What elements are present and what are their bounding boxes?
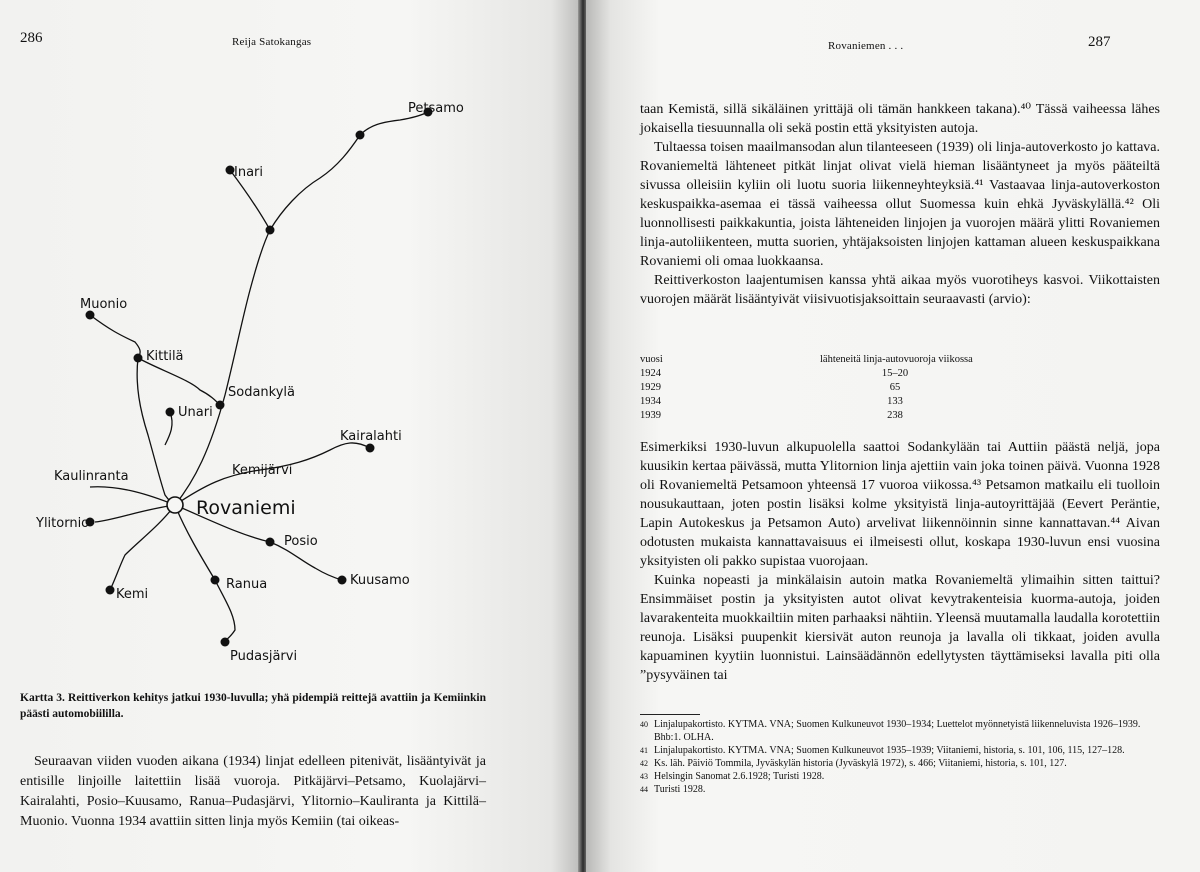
table-cell-year: 1939 xyxy=(640,410,661,421)
footnote-text: Linjalupakortisto. KYTMA. VNA; Suomen Kulkuneuvot 1930–1934; Luettelot myönnetyistä liikenneluvista 1926–1939. Bhb:1. OLHA. xyxy=(654,719,1141,743)
marker-kittila xyxy=(134,354,143,363)
label-unari: Unari xyxy=(178,405,213,420)
marker-pudasjarvi xyxy=(221,638,230,647)
footnote-text: Linjalupakortisto. KYTMA. VNA; Suomen Kulkuneuvot 1935–1939; Viitaniemi, historia, s. 101, 106, 115, 127–128. xyxy=(654,745,1125,756)
label-ranua: Ranua xyxy=(226,577,268,592)
footnote-number: 42 xyxy=(640,759,648,768)
marker-rovaniemi xyxy=(167,497,183,513)
paragraph-4: Esimerkiksi 1930-luvun alkupuolella saattoi Sodankylään tai Auttiin päästä neljä, jopa kuusikin kertaa päivässä, mutta Ylitornion linja ajettiin vain joka toinen päivä. Vuonna 1928 oli Rovaniemeltä Petsamoon yhteensä 17 vuoroa viikossa.⁴³ Petsamon matkailu eli tuolloin nousukauttaan, joten postin lisäksi kolme yksityistä linja-autoyrittäjää (Eevert Peräntie, Lapin Autokeskus ja Petsamon Auto) arvelivat liikennöinnin sinne kannattavan.⁴⁴ Aivan odotusten mukaista kannattavaisuus ei ilmeisesti ollut, koskapa 1930-luvun ensi vuosina yksityisten oli pakko supistaa vuorojaan. xyxy=(640,440,1160,569)
table-header-row xyxy=(640,353,1160,367)
label-kairalahti: Kairalahti xyxy=(340,429,402,444)
label-kaulinranta: Kaulinranta xyxy=(54,469,129,484)
marker-kairalahti xyxy=(366,444,375,453)
footnote xyxy=(640,744,1160,757)
route-map xyxy=(20,90,510,680)
right-page xyxy=(586,0,1200,872)
label-kemijarvi: Kemijärvi xyxy=(232,463,293,478)
table-header-value: lähteneitä linja-autovuoroja viikossa xyxy=(820,354,973,365)
marker-posio xyxy=(266,538,275,547)
footnote xyxy=(640,757,1160,770)
left-page xyxy=(0,0,580,872)
label-sodankyla: Sodankylä xyxy=(228,385,295,400)
table-cell-year: 1924 xyxy=(640,368,661,379)
footnote-number: 40 xyxy=(640,720,648,729)
table-cell-value: 133 xyxy=(887,396,903,407)
paragraph-2: Tultaessa toisen maailmansodan alun tilanteeseen (1939) oli linja-autoverkosto jo kattava. Rovaniemeltä lähteneet pitkät linjat olivat vielä hieman lisääntyneet ja myös pääteiltä sivussa olleisiin kyliin oli luotu suoria liikenneyhteyksiä.⁴¹ Vastaavaa linja-autoverkoston keskuspaikka-asemaa ei tässä vaiheessa ollut Suomessa kuin ehkä Jyväskylällä.⁴² Oli luonnollisesti paikkakuntia, joista lähteneiden linjojen ja vuorojen määrä ylitti Rovaniemen linja-autoliikenteen, mutta suorien, yhtäjaksoisten linjojen kattaman alueen keskuspaikkana Rovaniemi oli omaa luokkaansa. xyxy=(640,140,1160,269)
marker-ranua xyxy=(211,576,220,585)
footnote-text: Ks. läh. Päiviö Tommila, Jyväskylän historia (Jyväskylä 1972), s. 466; Viitaniemi, historia, s. 101, 127. xyxy=(654,758,1067,769)
right-body-bottom xyxy=(640,438,1160,685)
route-lines xyxy=(90,112,428,642)
footnote xyxy=(640,770,1160,783)
footnote-text: Helsingin Sanomat 2.6.1928; Turisti 1928. xyxy=(654,771,825,782)
paragraph-5: Kuinka nopeasti ja minkälaisin autoin matka Rovaniemeltä ylimaihin sitten taittui? Ensimmäiset postin ja yksityisten autot olivat kevytrakenteisia kuorma-autoja, joiden lavarakenteita muokkailtiin miten parhaaksi nähtiin. Yleensä muutamalla laudalla korotettiin reunoja. Lisäksi puupenkit kiersivät auton reunoja ja lavalla oli tikkaat, joiden avulla kapuaminen kyytiin luonnistui. Lainsäädännön edellytysten täyttämiseksi lavalla piti olla ”pysyväinen tai xyxy=(640,573,1160,683)
marker-route-junction xyxy=(266,226,275,235)
footnote xyxy=(640,718,1160,744)
marker-kemi xyxy=(106,586,115,595)
label-posio: Posio xyxy=(284,534,318,549)
table-cell-value: 238 xyxy=(887,410,903,421)
label-ylitornio: Ylitornio xyxy=(36,516,90,531)
footnote-number: 44 xyxy=(640,785,648,794)
label-kemi: Kemi xyxy=(116,587,149,602)
label-petsamo: Petsamo xyxy=(408,101,464,116)
table-row xyxy=(640,381,1160,395)
footnotes xyxy=(640,718,1160,796)
paragraph-1: taan Kemistä, sillä sikäläinen yrittäjä oli tämän hankkeen takana).⁴⁰ Tässä vaiheessa lähes jokaisella tiesuunnalla oli sekä postin että yksityisten autoja. xyxy=(640,102,1160,136)
table-row xyxy=(640,395,1160,409)
map-caption: Kartta 3. Reittiverkon kehitys jatkui 1930-luvulla; yhä pidempiä reittejä avattiin ja Kemiinkin päästi automobiililla. xyxy=(20,692,486,720)
left-body-text xyxy=(20,752,486,832)
marker-kuusamo xyxy=(338,576,347,585)
frequency-table xyxy=(640,353,1160,423)
table-cell-value: 15–20 xyxy=(881,368,909,379)
running-head-left: Reija Satokangas xyxy=(232,36,312,48)
table-row xyxy=(640,409,1160,423)
footnote-rule xyxy=(640,714,700,715)
marker-route-node xyxy=(356,131,365,140)
label-kuusamo: Kuusamo xyxy=(350,573,410,588)
place-labels xyxy=(35,101,464,664)
label-pudasjarvi: Pudasjärvi xyxy=(230,649,298,664)
table-cell-year: 1929 xyxy=(640,382,661,393)
marker-sodankyla xyxy=(216,401,225,410)
footnote-number: 41 xyxy=(640,746,648,755)
footnote-number: 43 xyxy=(640,772,648,781)
table-cell-year: 1934 xyxy=(640,396,661,407)
table-cell-value: 65 xyxy=(889,382,901,393)
page-number-left: 286 xyxy=(20,30,43,46)
label-muonio: Muonio xyxy=(80,297,128,312)
footnote-text: Turisti 1928. xyxy=(654,784,706,795)
right-body-top xyxy=(640,100,1160,309)
table-row xyxy=(640,367,1160,381)
running-head-right: Rovaniemen . . . xyxy=(828,40,904,52)
left-paragraph: Seuraavan viiden vuoden aikana (1934) linjat edelleen pitenivät, lisääntyivät ja entisille linjoille laitettiin lisää vuoroja. Pitkäjärvi–Petsamo, Kuolajärvi–Kairalahti, Posio–Kuusamo, Ranua–Pudasjärvi, Ylitornio–Kauliranta ja Kittilä–Muonio. Vuonna 1934 avattiin sitten linja myös Kemiin (tai oikeas- xyxy=(20,754,486,829)
paragraph-3: Reittiverkoston laajentumisen kanssa yhtä aikaa myös vuorotiheys kasvoi. Viikottaisten vuorojen määrät lisääntyivät viisivuotisjaksoittain seuraavasti (arvio): xyxy=(640,273,1160,307)
page-number-right: 287 xyxy=(1088,34,1111,50)
footnote xyxy=(640,783,1160,796)
marker-unari xyxy=(166,408,175,417)
label-rovaniemi: Rovaniemi xyxy=(196,497,296,519)
label-kittila: Kittilä xyxy=(146,349,184,364)
label-inari: Inari xyxy=(234,165,263,180)
table-header-year: vuosi xyxy=(640,354,663,365)
